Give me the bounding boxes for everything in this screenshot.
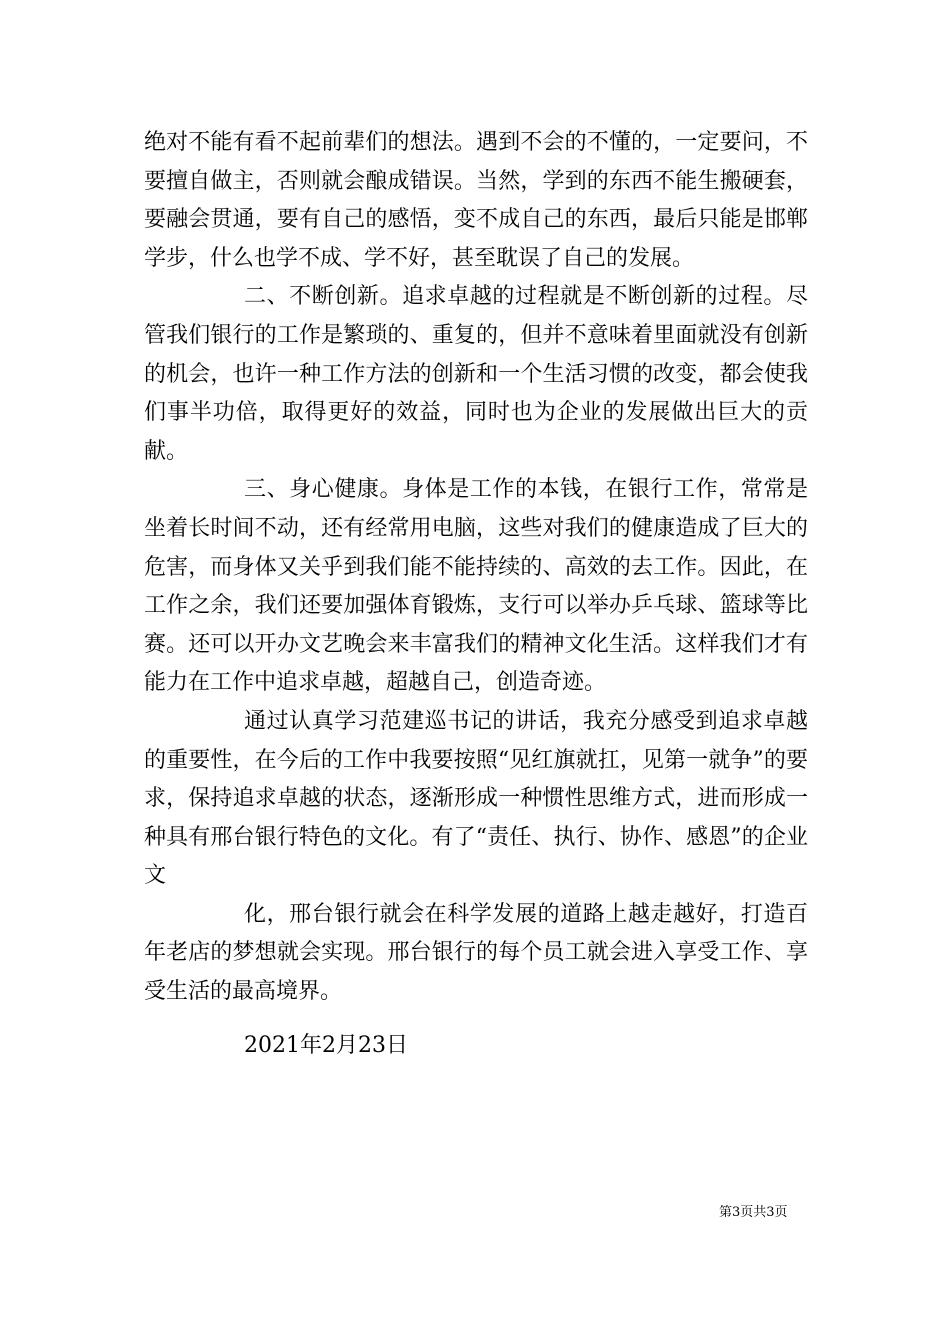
document-date: 2021年2月23日 [244, 1033, 408, 1058]
paragraph-1: 绝对不能有看不起前辈们的想法。遇到不会的不懂的，一定要问，不要擅自做主，否则就会酿成错误。当然，学到的东西不能生搬硬套，要融会贯通，要有自己的感悟，变不成自己的东西，最后只能是邯郸学步，什么也学不成、学不好，甚至耽误了自己的发展。 [144, 130, 808, 271]
paragraph-2: 二、不断创新。追求卓越的过程就是不断创新的过程。尽管我们银行的工作是繁琐的、重复的，但并不意味着里面就没有创新的机会，也许一种工作方法的创新和一个生活习惯的改变，都会使我们事半功倍，取得更好的效益，同时也为企业的发展做出巨大的贡献。 [144, 284, 808, 464]
document-body [144, 124, 808, 1012]
paragraph-4: 通过认真学习范建巡书记的讲话，我充分感受到追求卓越的重要性，在今后的工作中我要按照“见红旗就扛，见第一就争”的要求，保持追求卓越的状态，逐渐形成一种惯性思维方式，进而形成一种具有邢台银行特色的文化。有了“责任、执行、协作、感恩”的企业文 [144, 708, 808, 889]
paragraph-3: 三、身心健康。身体是工作的本钱，在银行工作，常常是坐着长时间不动，还有经常用电脑，这些对我们的健康造成了巨大的危害，而身体又关乎到我们能不能持续的、高效的去工作。因此，在工作之余，我们还要加强体育锻炼，支行可以举办乒乓球、篮球等比赛。还可以开办文艺晚会来丰富我们的精神文化生活。这样我们才有能力在工作中追求卓越，超越自己，创造奇迹。 [144, 477, 808, 696]
page-number-footer: 第3页共3页 [719, 1205, 788, 1220]
paragraph-5: 化，邢台银行就会在科学发展的道路上越走越好，打造百年老店的梦想就会实现。邢台银行的每个员工就会进入享受工作、享受生活的最高境界。 [144, 901, 808, 1005]
